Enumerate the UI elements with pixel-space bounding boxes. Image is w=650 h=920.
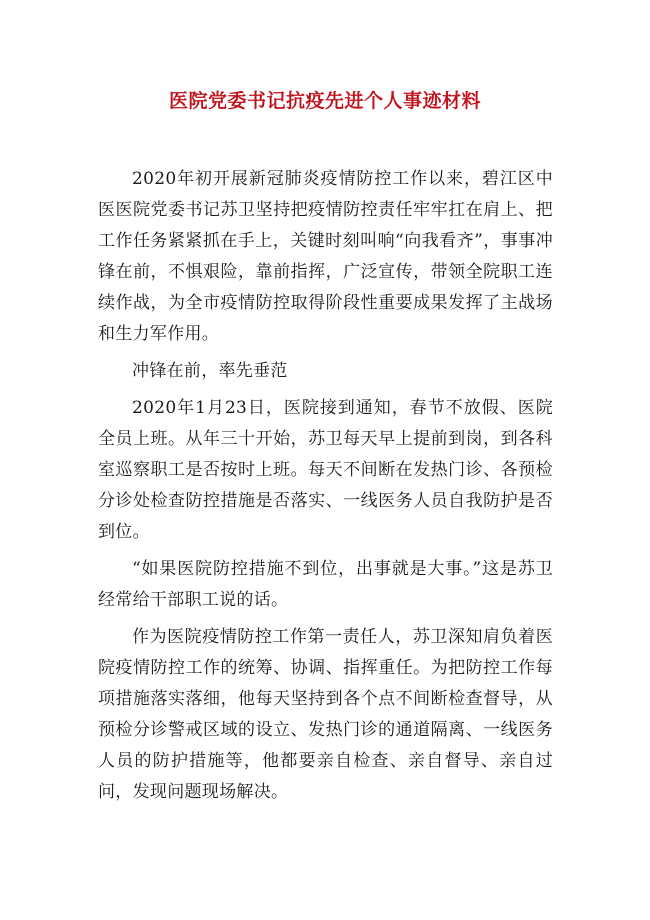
paragraph-quote: “如果医院防控措施不到位，出事就是大事。”这是苏卫经常给干部职工说的话。 <box>98 559 553 610</box>
paragraph-duty: 2020年1月23日，医院接到通知，春节不放假、医院全员上班。从年三十开始，苏卫每天早上提前到岗，到各科室巡察职工是否按时上班。每天不间断在发热门诊、各预检分诊处检查防控措施是否落实、一线医务人员自我防护是否到位。 <box>98 398 553 542</box>
paragraph-responsibility: 作为医院疫情防控工作第一责任人，苏卫深知肩负着医院疫情防控工作的统筹、协调、指挥重任。为把防控工作每项措施落实落细，他每天坚持到各个点不间断检查督导，从预检分诊警戒区域的设立、发热门诊的通道隔离、一线医务人员的防护措施等，他都要亲自检查、亲自督导、亲自过问，发现问题现场解决。 <box>98 627 553 802</box>
document-title: 医院党委书记抗疫先进个人事迹材料 <box>168 90 481 112</box>
document-body <box>98 164 553 814</box>
paragraph-intro: 2020年初开展新冠肺炎疫情防控工作以来，碧江区中医医院党委书记苏卫坚持把疫情防控责任牢牢扛在肩上、把工作任务紧紧抓在手上，关键时刻叫响“向我看齐”，事事冲锋在前，不惧艰险，靠前指挥，广泛宣传，带领全院职工连续作战，为全市疫情防控取得阶段性重要成果发挥了主战场和生力军作用。 <box>98 169 553 344</box>
section-heading: 冲锋在前，率先垂范 <box>132 361 288 381</box>
